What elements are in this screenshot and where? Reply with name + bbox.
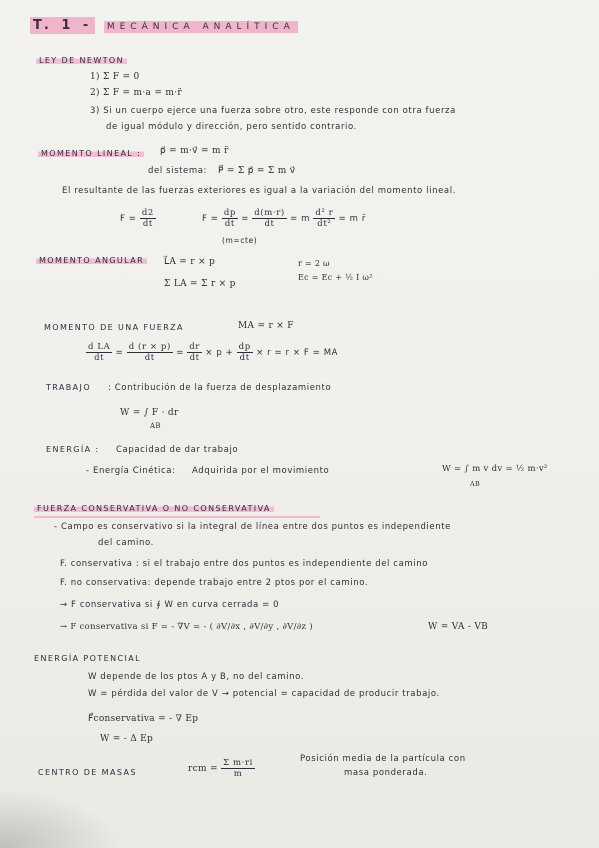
page-shadow xyxy=(0,788,120,848)
conservativa-line-1a: - Campo es conservativo si la integral de línea entre dos puntos es independiente xyxy=(54,522,451,532)
potencial-line-4: W = - Δ Ep xyxy=(100,734,154,744)
trabajo-heading: TRABAJO xyxy=(46,383,92,392)
momento-angular-heading: MOMENTO ANGULAR xyxy=(36,256,147,265)
potencial-line-3: F⃗conservativa = - ∇ Ep xyxy=(88,714,199,724)
newton-law-3b: de igual módulo y dirección, pero sentido contrario. xyxy=(106,122,357,132)
energia-cinetica-formula: W = ∫ m v dv = ½ m·v² xyxy=(442,464,548,474)
momento-angular-formula: L⃗A = r × p xyxy=(164,257,216,267)
title-text: MECÁNICA ANALÍTICA xyxy=(104,21,298,33)
conservativa-line-3: F. no conservativa: depende trabajo entre 2 ptos por el camino. xyxy=(60,578,369,588)
momento-sistema-formula: P⃗ = Σ p⃗ = Σ m v⃗ xyxy=(218,166,296,176)
conservativa-line-5: → F conservativa si F = - ∇V = - ( ∂V/∂x , ∂V/∂y , ∂V/∂z ) xyxy=(60,622,313,632)
potencial-heading: ENERGÍA POTENCIAL xyxy=(34,654,141,663)
momento-angular-sum: Σ LA = Σ r × p xyxy=(164,279,236,289)
momento-lineal-eq1: F = $\frac{d2}{dt}$ xyxy=(120,208,154,229)
sistema-label: del sistema: xyxy=(148,166,208,176)
potencial-line-2: W = pérdida del valor de V → potencial = capacidad de producir trabajo. xyxy=(88,689,440,699)
momento-lineal-eq2: F = $\frac{dp}{dt}$ = $\frac{d(m\cdot r)}{dt}$ = m $\frac{\text{d² r}}{\text{dt²}}$ = m r̈ xyxy=(202,208,366,229)
potencial-line-1: W depende de los ptos A y B, no del camino. xyxy=(88,672,305,682)
newton-heading: LEY DE NEWTON xyxy=(36,56,127,65)
momento-lineal-heading: MOMENTO LINEAL : xyxy=(38,149,144,158)
trabajo-formula: W = ∫ F · dr xyxy=(120,408,179,418)
title-number: T. 1 - xyxy=(30,17,95,34)
conservativa-line-2: F. conservativa : si el trabajo entre dos puntos es independiente del camino xyxy=(60,559,429,569)
conservativa-line-4: → F conservativa si ∮ W en curva cerrada = 0 xyxy=(60,600,280,610)
conservativa-heading: FUERZA CONSERVATIVA O NO CONSERVATIVA xyxy=(34,504,274,513)
mass-constant-note: (m=cte) xyxy=(222,236,258,245)
momento-fuerza-formula: MA = r × F xyxy=(238,321,294,331)
masas-text-1: Posición media de la partícula con xyxy=(300,754,466,764)
energia-cinetica-sub: AB xyxy=(470,480,481,488)
centro-masas-formula: rcm = $\frac{\text{Σ m·ri}}{m}$ xyxy=(188,758,253,779)
newton-law-2: 2) Σ F = m·a = m·r̈ xyxy=(90,88,182,98)
trabajo-text: : Contribución de la fuerza de desplazamiento xyxy=(108,383,332,393)
conservativa-line-1b: del camino. xyxy=(98,538,154,548)
conservativa-side: W = VA - VB xyxy=(428,622,489,632)
energia-cinetica-label: - Energía Cinética: xyxy=(86,466,176,476)
angular-side-1: r = 2 ω xyxy=(298,259,330,268)
momento-fuerza-derivation: $\frac{\text{d LA}}{dt}$ = $\frac{d (r \times p)}{dt}$ = $\frac{dr}{dt}$ × p + $\frac{dp}{dt}$ × r = r × F = MA xyxy=(88,342,339,363)
energia-heading: ENERGÍA : xyxy=(46,445,100,454)
newton-law-1: 1) Σ F = 0 xyxy=(90,72,140,82)
masas-heading: CENTRO DE MASAS xyxy=(38,768,137,777)
angular-side-2: Ec = Ec + ½ I ω² xyxy=(298,273,373,282)
masas-text-2: masa ponderada. xyxy=(344,768,428,778)
momento-fuerza-heading: MOMENTO DE UNA FUERZA xyxy=(44,323,184,332)
momento-lineal-text: El resultante de las fuerzas exteriores es igual a la variación del momento lineal. xyxy=(62,186,456,196)
heading-underline xyxy=(34,516,320,518)
trabajo-sub: AB xyxy=(150,422,161,430)
energia-text: Capacidad de dar trabajo xyxy=(116,445,239,455)
page-title xyxy=(30,18,298,33)
energia-cinetica-text: Adquirida por el movimiento xyxy=(192,466,330,476)
momento-lineal-formula: p⃗ = m·v⃗ = m r̈ xyxy=(160,146,229,156)
newton-law-3a: 3) Si un cuerpo ejerce una fuerza sobre otro, este responde con otra fuerza xyxy=(90,106,456,116)
